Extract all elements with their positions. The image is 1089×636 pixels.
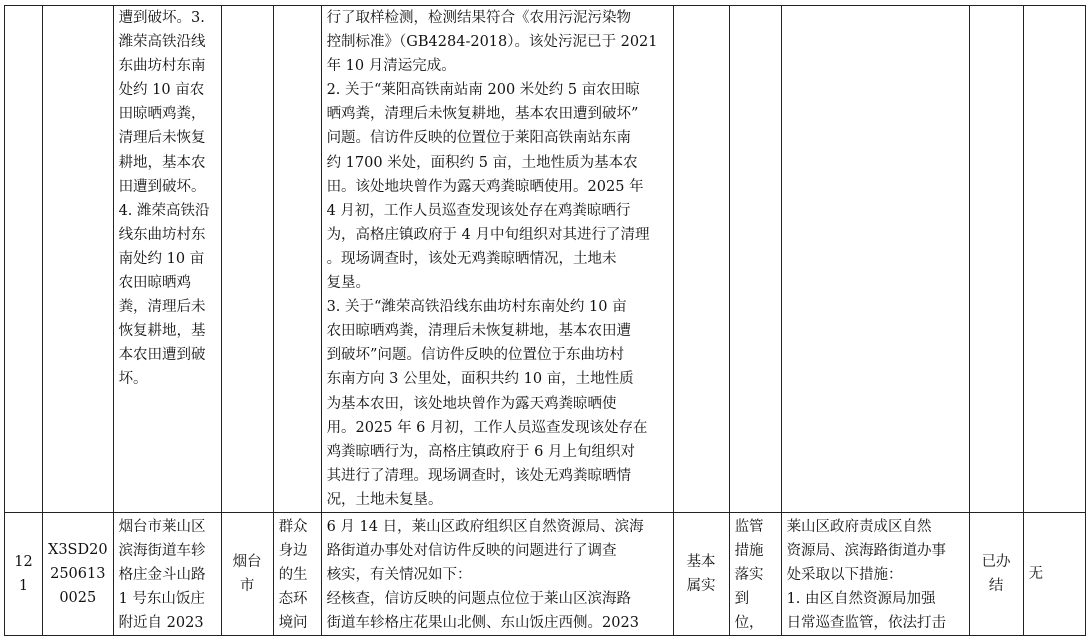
investigation-cell <box>321 6 673 513</box>
text-line: 鸡粪晾晒行为，高格庄镇政府于 6 月上旬组织对 <box>326 443 636 460</box>
text-line: 结 <box>988 578 1004 595</box>
case-table <box>4 5 1086 636</box>
text-line: 0025 <box>59 590 97 607</box>
text-line: 附近自 2023 <box>118 615 204 632</box>
text-line: 经核查，信访反映的问题点位位于莱山区滨海路 <box>326 591 632 608</box>
text-line: 12 <box>14 554 33 571</box>
text-line: 东曲坊村东南 <box>118 58 206 75</box>
text-line: 烟台 <box>232 554 262 571</box>
code-cell <box>43 512 114 635</box>
status-cell <box>729 6 781 513</box>
text-line: 行了取样检测，检测结果符合《农用污泥污染物 <box>326 10 632 26</box>
seq-cell <box>5 6 43 513</box>
text-line: 3. 关于“潍荣高铁沿线东曲坊村东南处约 10 亩 <box>326 299 627 316</box>
text-line: 莱山区政府责成区自然 <box>786 518 932 535</box>
text-line: 。现场调查时，该处无鸡粪晾晒情况，土地未 <box>326 250 617 267</box>
text-line: 线东曲坊村东 <box>118 226 206 243</box>
table-row-previous <box>5 6 1086 513</box>
text-line: 1 号东山饭庄 <box>118 591 205 608</box>
text-line: 处采取以下措施： <box>786 567 903 584</box>
text-line: 遭到破坏。3. <box>118 10 205 26</box>
complaint-cell <box>113 512 221 635</box>
text-line: 控制标准》（GB4284-2018）。该处污泥已于 2021 <box>326 34 658 51</box>
text-line: 复垦。 <box>326 275 371 292</box>
accountability-cell <box>1023 6 1085 513</box>
text-line: 2. 关于“莱阳高铁南站南 200 米处约 5 亩农田晾 <box>326 82 640 99</box>
done-cell <box>969 6 1023 513</box>
text-line: 4 月初，工作人员巡查发现该处存在鸡粪晾晒行 <box>326 202 631 219</box>
text-line: 坏。 <box>118 371 148 388</box>
text-line: 4. 潍荣高铁沿 <box>118 202 210 219</box>
text-line: 日常巡查监管，依法打击 <box>786 615 947 632</box>
accountability-cell <box>1023 512 1085 635</box>
text-line: 的生 <box>278 567 308 584</box>
type-cell <box>273 6 321 513</box>
text-line: 措施 <box>734 543 764 560</box>
text-line: 处约 10 亩农 <box>118 82 205 99</box>
text-line: 格庄金斗山路 <box>118 567 206 584</box>
investigation-cell <box>321 512 673 635</box>
done-cell <box>969 512 1023 635</box>
text-line: 监管 <box>734 518 764 535</box>
text-line: 田遭到破坏。 <box>118 178 206 195</box>
text-line: 田。该处地块曾作为露天鸡粪晾晒使用。2025 年 <box>326 178 644 195</box>
city-cell <box>221 512 273 635</box>
text-line: 本农田遭到破 <box>118 347 206 364</box>
text-line: X3SD20 <box>48 542 108 559</box>
text-line: 为，高格庄镇政府于 4 月中旬组织对其进行了清理 <box>326 226 650 243</box>
text-line: 到破坏”问题。信访件反映的位置位于东曲坊村 <box>326 347 624 364</box>
accountability-text: 无 <box>1028 566 1044 583</box>
text-line: 境问 <box>278 615 308 632</box>
text-line: 滨海街道车轸 <box>118 543 206 560</box>
text-line: 农田晾晒鸡 <box>118 275 192 292</box>
text-line: 基本 <box>686 554 716 571</box>
text-line: 田晾晒鸡粪， <box>118 106 206 123</box>
text-line: 烟台市莱山区 <box>118 518 206 535</box>
text-line: 东南方向 3 公里处，面积共约 10 亩，土地性质 <box>326 371 634 388</box>
text-line: 粪，清理后未 <box>118 299 206 316</box>
measures-cell <box>781 512 969 635</box>
text-line: 况，土地未复垦。 <box>326 491 443 508</box>
text-line: 其进行了清理。现场调查时，该处无鸡粪晾晒情 <box>326 467 632 484</box>
text-line: 1 <box>18 578 29 595</box>
text-line: 群众 <box>278 518 308 535</box>
text-line: 晒鸡粪，清理后未恢复耕地，基本农田遭到破坏” <box>326 106 639 123</box>
text-line: 农田晾晒鸡粪，清理后未恢复耕地，基本农田遭 <box>326 323 632 340</box>
text-line: 核实，有关情况如下： <box>326 567 472 584</box>
measures-cell <box>781 6 969 513</box>
text-line: 用。2025 年 6 月初，工作人员巡查发现该处存在 <box>326 419 648 436</box>
text-line: 态环 <box>278 591 308 608</box>
text-line: 为基本农田，该处地块曾作为露天鸡粪晾晒使 <box>326 395 617 412</box>
text-line: 1. 由区自然资源局加强 <box>786 591 936 608</box>
complaint-cell <box>113 6 221 513</box>
seq-cell <box>5 512 43 635</box>
text-line: 问题。信访件反映的位置位于莱阳高铁南站东南 <box>326 130 632 147</box>
text-line: 已办 <box>981 554 1011 571</box>
text-line: 潍荣高铁沿线 <box>118 34 206 51</box>
text-line: 年 10 月清运完成。 <box>326 58 456 75</box>
text-line: 街道车轸格庄花果山北侧、东山饭庄西侧。2023 <box>326 615 639 632</box>
text-line: 南处约 10 亩 <box>118 250 205 267</box>
text-line: 身边 <box>278 543 308 560</box>
code-cell <box>43 6 114 513</box>
status-cell <box>729 512 781 635</box>
text-line: 资源局、滨海路街道办事 <box>786 543 947 560</box>
type-cell <box>273 512 321 635</box>
finding-cell <box>673 512 729 635</box>
text-line: 位， <box>734 615 764 632</box>
text-line: 250613 <box>50 566 106 583</box>
text-line: 约 1700 米处，面积约 5 亩，土地性质为基本农 <box>326 154 638 171</box>
text-line: 到 <box>734 591 750 608</box>
finding-cell <box>673 6 729 513</box>
city-cell <box>221 6 273 513</box>
text-line: 清理后未恢复 <box>118 130 206 147</box>
text-line: 恢复耕地，基 <box>118 323 206 340</box>
text-line: 属实 <box>686 578 716 595</box>
text-line: 落实 <box>734 567 764 584</box>
text-line: 市 <box>239 578 255 595</box>
table-row-121 <box>5 512 1086 635</box>
text-line: 6 月 14 日，莱山区政府组织区自然资源局、滨海 <box>326 518 644 535</box>
text-line: 耕地，基本农 <box>118 154 206 171</box>
text-line: 路街道办事处对信访件反映的问题进行了调查 <box>326 543 617 560</box>
